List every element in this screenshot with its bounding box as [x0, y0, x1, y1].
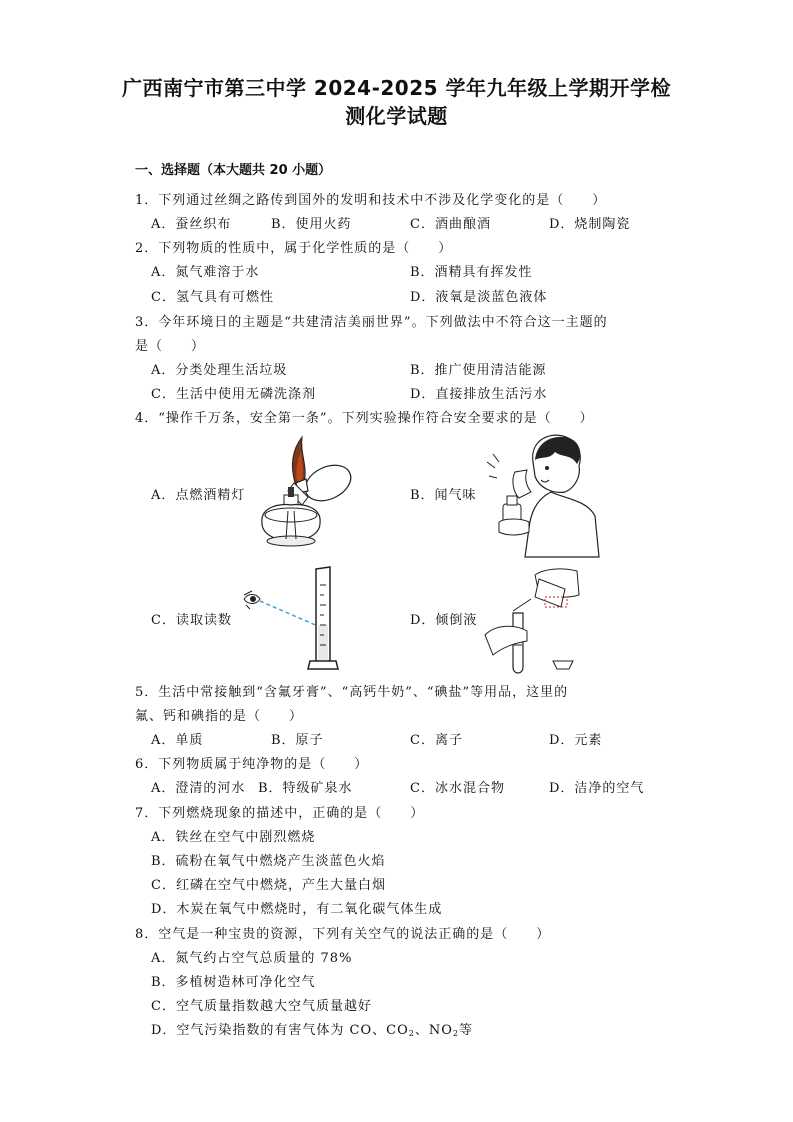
q3-option-d[interactable]: D．直接排放生活污水 [410, 387, 548, 402]
q7-option-d[interactable]: D．木炭在氧气中燃烧时，有二氧化碳气体生成 [151, 902, 443, 917]
q1-option-b[interactable]: B．使用火药 [271, 217, 352, 232]
q1-option-d[interactable]: D．烧制陶瓷 [549, 217, 631, 232]
q3-stem-line1: 3．今年环境日的主题是“共建清洁美丽世界”。下列做法中不符合这一主题的 [135, 315, 608, 330]
q8-stem: 8．空气是一种宝贵的资源，下列有关空气的说法正确的是（ ） [135, 927, 551, 942]
q5-option-c[interactable]: C．离子 [410, 733, 463, 748]
q8-option-d[interactable]: D．空气污染指数的有害气体为 CO、$CO_2$、$NO_2$等 [151, 1023, 474, 1038]
q6-option-b[interactable]: B．特级矿泉水 [258, 781, 353, 796]
page-title-line2: 测化学试题 [345, 104, 448, 128]
q3-stem-line2: 是（ ） [135, 339, 206, 354]
q6-stem: 6．下列物质属于纯净物的是（ ） [135, 757, 369, 772]
smelling-gas-illustration [485, 432, 605, 557]
section-heading: 一、选择题（本大题共 20 小题） [135, 163, 332, 178]
q5-stem-line1: 5．生活中常接触到“含氟牙膏”、“高钙牛奶”、“碘盐”等用品，这里的 [135, 685, 569, 700]
q6-option-c[interactable]: C．冰水混合物 [410, 781, 505, 796]
graduated-cylinder-illustration [240, 565, 360, 675]
q2-option-a[interactable]: A．氮气难溶于水 [151, 265, 260, 280]
q1-option-c[interactable]: C．酒曲酿酒 [410, 217, 491, 232]
q4-option-d[interactable]: D．倾倒液 [410, 613, 478, 628]
q7-option-a[interactable]: A．铁丝在空气中剧烈燃烧 [151, 830, 316, 845]
q3-option-a[interactable]: A．分类处理生活垃圾 [151, 363, 288, 378]
q1-option-a[interactable]: A．蚕丝织布 [151, 217, 232, 232]
q4-option-c[interactable]: C．读取读数 [151, 613, 232, 628]
q8-option-b[interactable]: B．多植树造林可净化空气 [151, 975, 316, 990]
q6-option-d[interactable]: D．洁净的空气 [549, 781, 645, 796]
q4-option-b[interactable]: B．闻气味 [410, 488, 477, 503]
q5-option-d[interactable]: D．元素 [549, 733, 603, 748]
q7-stem: 7．下列燃烧现象的描述中，正确的是（ ） [135, 806, 425, 821]
q6-option-a[interactable]: A．澄清的河水 [151, 781, 246, 796]
q2-option-d[interactable]: D．液氧是淡蓝色液体 [410, 290, 548, 305]
q1-stem: 1．下列通过丝绸之路传到国外的发明和技术中不涉及化学变化的是（ ） [135, 193, 607, 208]
pouring-liquid-illustration [483, 565, 583, 677]
q3-option-b[interactable]: B．推广使用清洁能源 [410, 363, 547, 378]
q2-option-c[interactable]: C．氢气具有可燃性 [151, 290, 274, 305]
alcohol-lamp-illustration [250, 435, 360, 555]
q8-option-a[interactable]: A．氮气约占空气总质量的 78% [151, 951, 353, 966]
q7-option-c[interactable]: C．红磷在空气中燃烧，产生大量白烟 [151, 878, 386, 893]
q7-option-b[interactable]: B．硫粉在氧气中燃烧产生淡蓝色火焰 [151, 854, 386, 869]
q4-stem: 4．“操作千万条，安全第一条”。下列实验操作符合安全要求的是（ ） [135, 411, 594, 426]
q5-stem-line2: 氟、钙和碘指的是（ ） [135, 709, 304, 724]
q5-option-b[interactable]: B．原子 [271, 733, 324, 748]
q8-option-c[interactable]: C．空气质量指数越大空气质量越好 [151, 999, 372, 1014]
q5-option-a[interactable]: A．单质 [151, 733, 204, 748]
q2-stem: 2．下列物质的性质中，属于化学性质的是（ ） [135, 241, 453, 256]
q3-option-c[interactable]: C．生活中使用无磷洗涤剂 [151, 387, 316, 402]
q4-option-a[interactable]: A．点燃酒精灯 [151, 488, 246, 503]
page-title-line1: 广西南宁市第三中学 2024-2025 学年九年级上学期开学检 [121, 76, 672, 100]
q2-option-b[interactable]: B．酒精具有挥发性 [410, 265, 533, 280]
